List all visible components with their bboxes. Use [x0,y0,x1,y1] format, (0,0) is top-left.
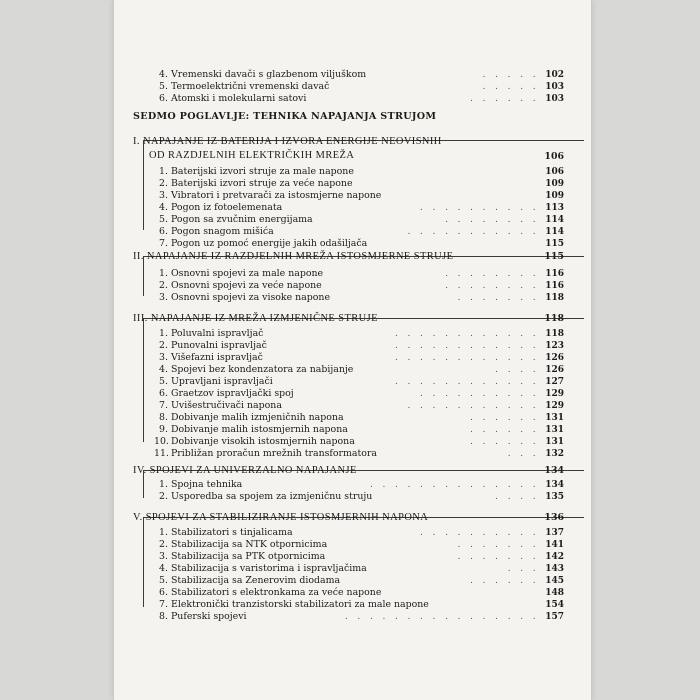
dot-leader: . . . . . . [470,437,539,447]
entry-number: 2. [159,280,168,291]
dot-leader: . . . . . . . . . . [420,389,539,399]
entry-page: 154 [545,600,564,610]
dot-leader: . . . . . . . . [445,269,539,279]
entry-label: Baterijski izvori struje za veće napone [171,178,353,189]
entry-label: Osnovni spojevi za visoke napone [171,292,331,303]
dot-leader: . . . . . . . . . . [420,528,539,538]
entry-page: 131 [545,437,564,447]
toc-entry [114,238,591,250]
entry-label: Pogon uz pomoć energije jakih odašiljača [171,238,368,249]
toc-entry [114,352,591,364]
toc-entry [114,292,591,304]
toc-entry [114,599,591,611]
entry-page: 157 [545,612,564,622]
entry-number: 11. [154,448,169,459]
entry-page: 131 [545,413,564,423]
entry-page: 103 [545,82,564,92]
section-title: OD RAZDJELNIH ELEKTRIČKIH MREŽA [149,150,355,161]
entry-label: Vremenski davači s glazbenom viljuškom [171,69,367,80]
dot-leader: . . . . . . . [457,552,539,562]
entry-number: 5. [159,575,168,586]
dot-leader: . . . . . . . . . . . . [395,377,539,387]
entry-page: 141 [545,540,564,550]
toc-entry [114,575,591,587]
section-page: 118 [544,313,564,324]
dot-leader: . . . . . [482,82,539,92]
dot-leader: . . . . . [482,70,539,80]
chapter-title: SEDMO POGLAVLJE: TEHNIKA NAPAJANJA STRUJOM [133,111,437,122]
entry-number: 3. [159,190,168,201]
entry-label: Puferski spojevi [171,611,247,622]
dot-leader: . . . . . . [470,576,539,586]
entry-number: 9. [159,424,168,435]
entry-label: Usporedba sa spojem za izmjeničnu struju [171,491,373,502]
entry-number: 6. [159,93,168,104]
entry-page: 126 [545,353,564,363]
entry-page: 131 [545,425,564,435]
entry-number: 2. [159,491,168,502]
entry-label: Poluvalni ispravljač [171,328,264,339]
entry-number: 6. [159,587,168,598]
dot-leader: . . . . . . . . [445,281,539,291]
entry-label: Termoelektrični vremenski davač [171,81,330,92]
entry-number: 4. [159,69,168,80]
entry-page: 103 [545,94,564,104]
dot-leader: . . . . . . . . . . . . [395,341,539,351]
entry-label: Stabilizacija s varistorima i ispravljačima [171,563,367,574]
entry-number: 8. [159,412,168,423]
entry-label: Približan proračun mrežnih transformatora [171,448,377,459]
entry-number: 1. [159,328,168,339]
entry-number: 7. [159,599,168,610]
entry-label: Punovalni ispravljač [171,340,267,351]
entry-label: Spojna tehnika [171,479,243,490]
entry-label: Spojevi bez kondenzatora za nabijanje [171,364,354,375]
toc-entry [114,93,591,105]
toc-entry [114,328,591,340]
toc-entry [114,563,591,575]
toc-entry [114,190,591,202]
toc-entry [114,81,591,93]
entry-label: Višefazni ispravljač [171,352,263,363]
entry-number: 8. [159,611,168,622]
entry-number: 4. [159,202,168,213]
entry-label: Osnovni spojevi za veće napone [171,280,322,291]
section-title: I. NAPAJANJE IZ BATERIJA I IZVORA ENERGIJE NEOVISNIH [133,136,442,147]
entry-number: 3. [159,551,168,562]
toc-entry [114,400,591,412]
entry-page: 132 [545,449,564,459]
entry-number: 6. [159,388,168,399]
toc-entry [114,587,591,599]
entry-label: Stabilizatori s tinjalicama [171,527,293,538]
section-page: 136 [544,512,564,523]
dot-leader: . . . . . . [470,425,539,435]
toc-entry [114,226,591,238]
entry-number: 7. [159,238,168,249]
entry-label: Stabilizacija sa NTK otpornicima [171,539,328,550]
entry-page: 148 [545,588,564,598]
toc-entry [114,412,591,424]
dot-leader: . . . . . . . . . . . . [395,353,539,363]
dot-leader: . . . . . . . . . . [420,203,539,213]
toc-entry [114,280,591,292]
document-page [113,0,592,700]
entry-label: Stabilizacija sa PTK otpornicima [171,551,326,562]
toc-entry [114,551,591,563]
entry-page: 114 [545,227,564,237]
entry-label: Upravljani ispravljači [171,376,273,387]
entry-number: 2. [159,340,168,351]
entry-label: Baterijski izvori struje za male napone [171,166,354,177]
dot-leader: . . . . . . . . [445,215,539,225]
entry-label: Uvišestručivači napona [171,400,282,411]
section-title: II. NAPAJANJE IZ RAZDJELNIH MREŽA ISTOSMJERNE STRUJE [133,251,454,262]
entry-label: Dobivanje visokih istosmjernih napona [171,436,355,447]
entry-page: 145 [545,576,564,586]
dot-leader: . . . [507,564,539,574]
toc-entry [114,527,591,539]
dot-leader: . . . . . . . . . . . . . . . . [344,612,539,622]
toc-entry [114,436,591,448]
entry-page: 114 [545,215,564,225]
entry-number: 7. [159,400,168,411]
toc-entry [114,448,591,460]
entry-page: 109 [545,191,564,201]
entry-number: 6. [159,226,168,237]
entry-page: 143 [545,564,564,574]
entry-page: 109 [545,179,564,189]
entry-label: Graetzov ispravljački spoj [171,388,294,399]
entry-label: Elektronički tranzistorski stabilizatori za male napone [171,599,429,610]
section-title: V. SPOJEVI ZA STABILIZIRANJE ISTOSMJERNIH NAPONA [133,512,429,523]
toc-entry [114,424,591,436]
entry-number: 4. [159,563,168,574]
entry-page: 116 [545,281,564,291]
dot-leader: . . . . . . . [457,540,539,550]
entry-number: 3. [159,292,168,303]
dot-leader: . . . . [495,365,539,375]
toc-entry [114,202,591,214]
entry-number: 2. [159,178,168,189]
entry-label: Osnovni spojevi za male napone [171,268,324,279]
toc-entry [114,539,591,551]
entry-page: 127 [545,377,564,387]
entry-number: 5. [159,81,168,92]
section-page: 115 [544,251,564,262]
toc-entry [114,479,591,491]
toc-entry [114,611,591,623]
section-title: IV. SPOJEVI ZA UNIVERZALNO NAPAJANJE [133,465,357,476]
toc-entry [114,178,591,190]
entry-page: 116 [545,269,564,279]
entry-number: 5. [159,214,168,225]
entry-page: 129 [545,401,564,411]
entry-number: 1. [159,268,168,279]
dot-leader: . . . . . . . . . . . . [395,329,539,339]
entry-page: 118 [545,329,564,339]
toc-entry [114,364,591,376]
toc-entry [114,214,591,226]
toc-entry [114,166,591,178]
toc-entry [114,268,591,280]
entry-number: 4. [159,364,168,375]
dot-leader: . . . . . . . . . . . . . . [369,480,539,490]
entry-label: Vibratori i pretvarači za istosmjerne napone [171,190,382,201]
entry-number: 10. [154,436,169,447]
section-page: 106 [544,151,564,162]
entry-number: 1. [159,527,168,538]
dot-leader: . . . . . . . . . . . [407,401,539,411]
dot-leader: . . . . . . [470,413,539,423]
entry-page: 137 [545,528,564,538]
entry-number: 1. [159,479,168,490]
entry-label: Stabilizatori s elektronkama za veće napone [171,587,382,598]
entry-page: 118 [545,293,564,303]
toc-entry [114,340,591,352]
entry-page: 102 [545,70,564,80]
entry-label: Pogon iz fotoelemenata [171,202,283,213]
entry-label: Stabilizacija sa Zenerovim diodama [171,575,341,586]
entry-number: 3. [159,352,168,363]
entry-label: Atomski i molekularni satovi [171,93,307,104]
entry-page: 135 [545,492,564,502]
entry-label: Dobivanje malih izmjeničnih napona [171,412,344,423]
entry-page: 123 [545,341,564,351]
entry-page: 142 [545,552,564,562]
entry-number: 1. [159,166,168,177]
dot-leader: . . . . [495,492,539,502]
entry-page: 115 [545,239,564,249]
dot-leader: . . . . . . [470,94,539,104]
section-title: III. NAPAJANJE IZ MREŽA IZMJENIČNE STRUJE [133,313,378,324]
toc-entry [114,388,591,400]
toc-entry [114,69,591,81]
entry-number: 5. [159,376,168,387]
entry-page: 129 [545,389,564,399]
entry-page: 134 [545,480,564,490]
dot-leader: . . . . . . . [457,293,539,303]
entry-label: Pogon sa zvučnim energijama [171,214,313,225]
entry-label: Pogon snagom mišića [171,226,274,237]
entry-page: 126 [545,365,564,375]
entry-page: 106 [545,167,564,177]
toc-entry [114,491,591,503]
entry-number: 2. [159,539,168,550]
entry-label: Dobivanje malih istosmjernih napona [171,424,348,435]
section-page: 134 [544,465,564,476]
entry-page: 113 [545,203,564,213]
dot-leader: . . . . . . . . . . . [407,227,539,237]
toc-entry [114,376,591,388]
dot-leader: . . . [507,449,539,459]
